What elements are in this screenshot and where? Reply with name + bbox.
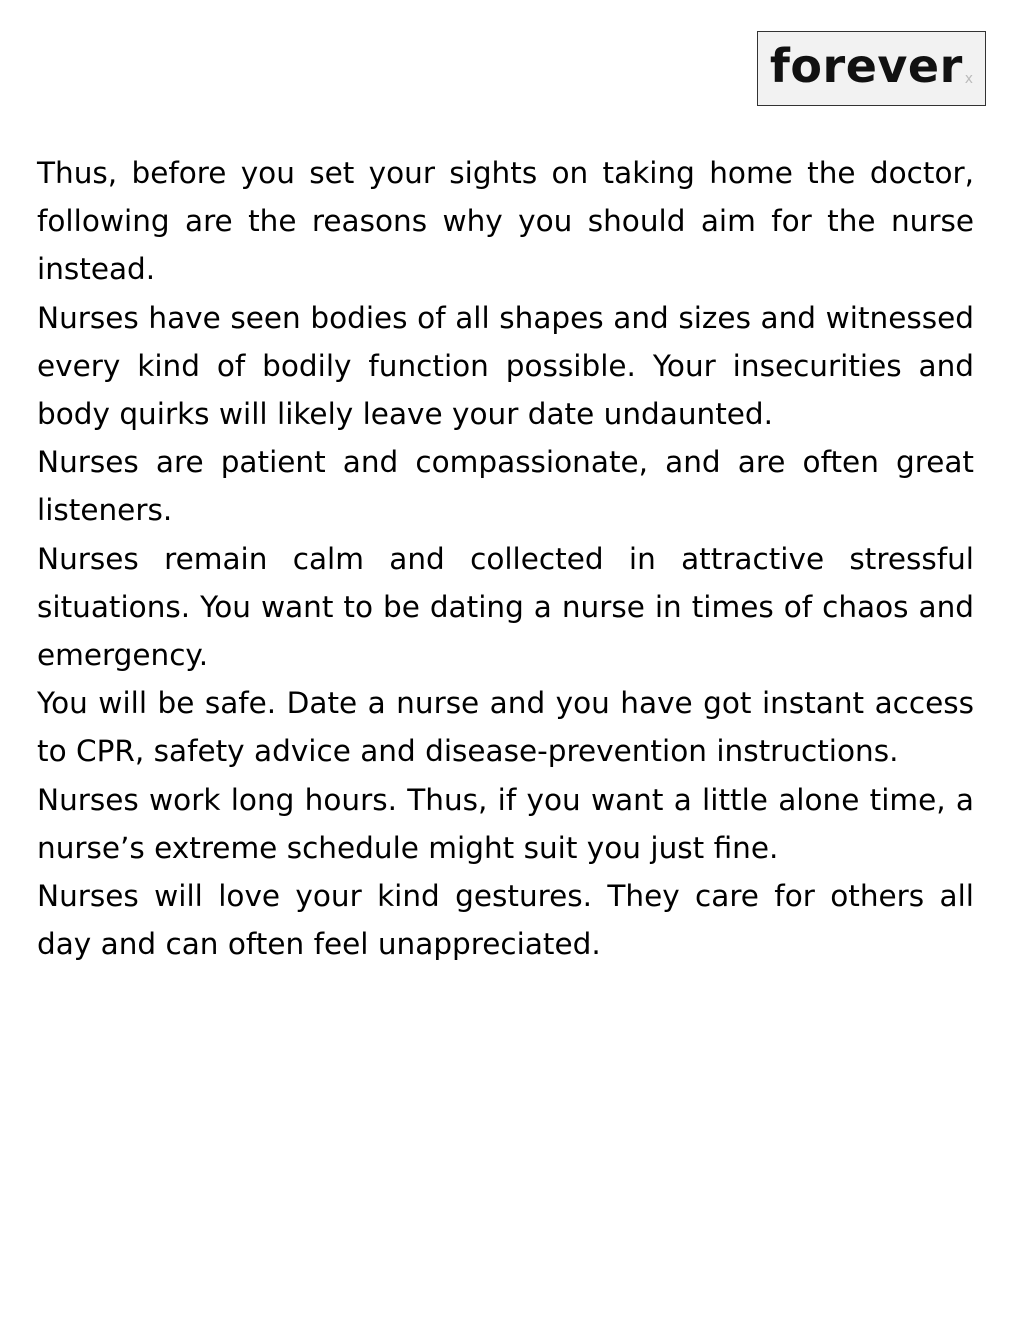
article-body <box>37 149 974 968</box>
paragraph-calm: Nurses remain calm and collected in attractive stressful situations. You want to be dating a nurse in times of chaos and emergency. <box>37 541 974 673</box>
logo <box>757 31 986 106</box>
paragraph-hours: Nurses work long hours. Thus, if you want a little alone time, a nurse’s extreme schedule might suit you just fine. <box>37 782 974 865</box>
paragraph-gestures: Nurses will love your kind gestures. They care for others all day and can often feel unappreciated. <box>37 879 974 962</box>
logo-mark: x <box>964 71 974 87</box>
paragraph-intro: Thus, before you set your sights on taking home the doctor, following are the reasons why you should aim for the nurse instead. <box>37 156 974 287</box>
logo-wordmark: forever <box>769 38 963 93</box>
paragraph-bodies: Nurses have seen bodies of all shapes and sizes and witnessed every kind of bodily function possible. Your insecurities and body quirks will likely leave your date undaunted. <box>37 300 974 432</box>
paragraph-safe: You will be safe. Date a nurse and you have got instant access to CPR, safety advice and disease-prevention instructions. <box>37 686 974 769</box>
paragraph-patient: Nurses are patient and compassionate, and are often great listeners. <box>37 445 974 528</box>
